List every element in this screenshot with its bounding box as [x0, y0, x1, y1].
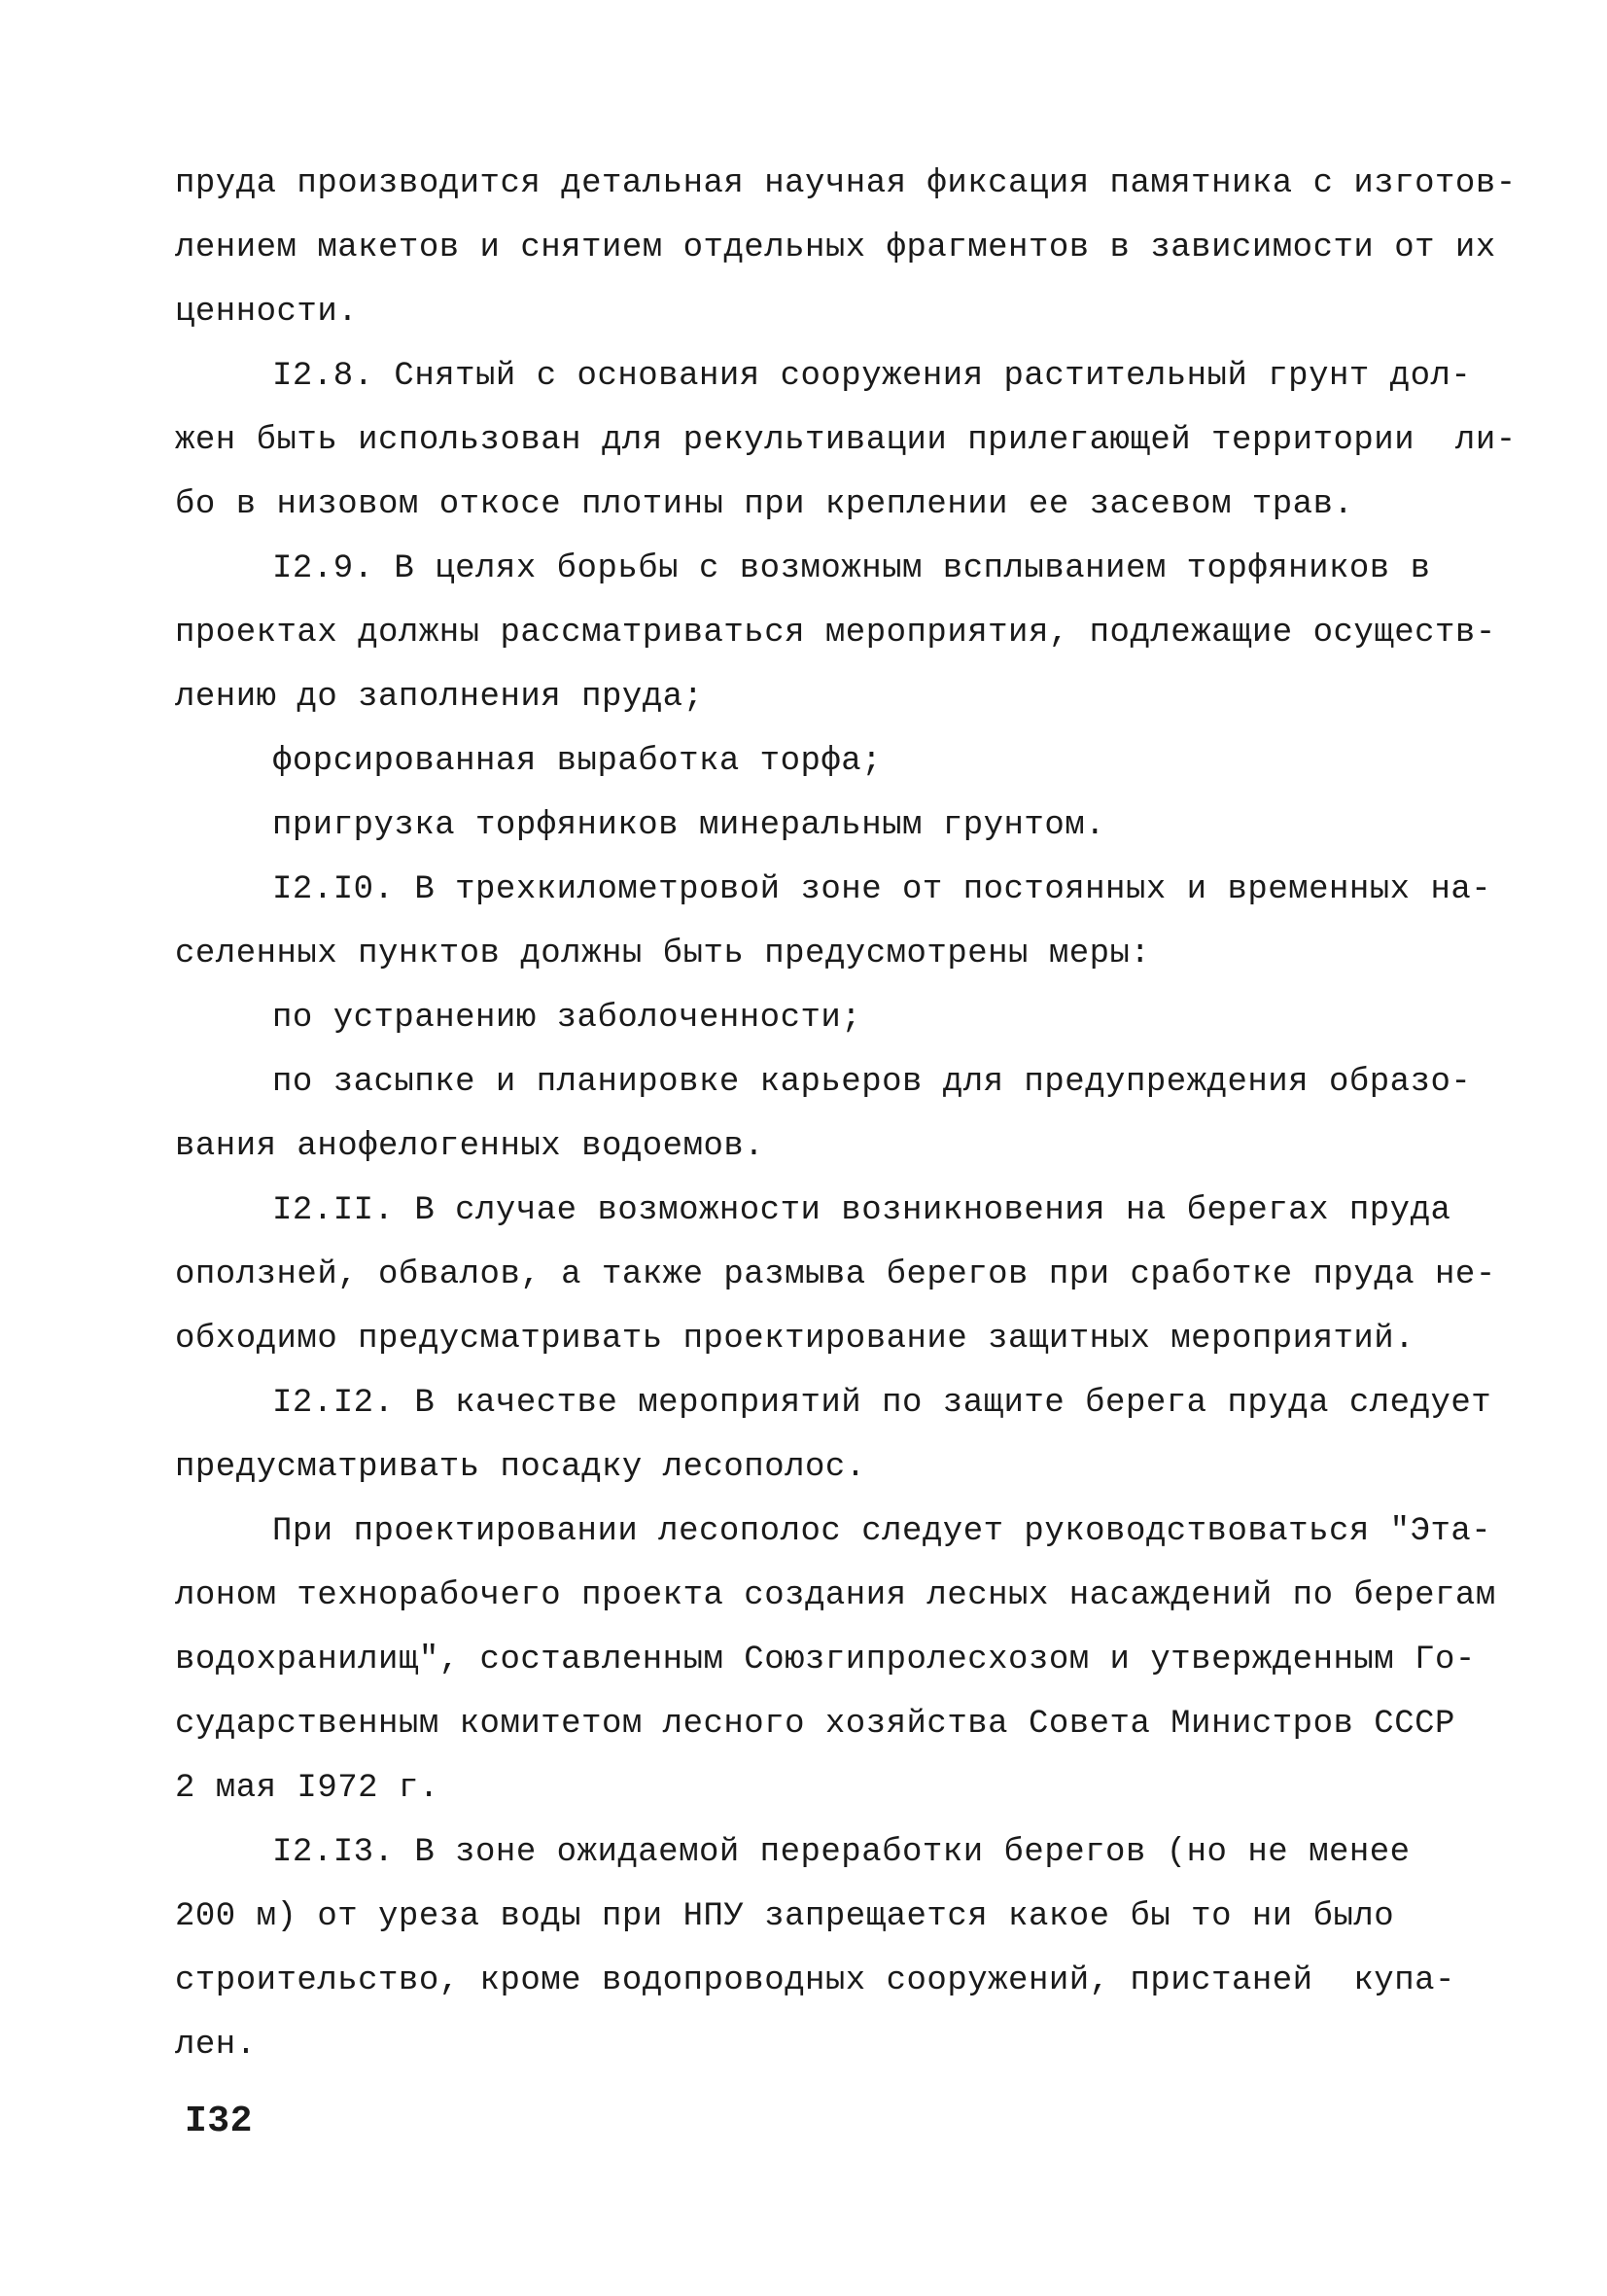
text-line: I2.II. В случае возможности возникновения на берегах пруда: [272, 1192, 1451, 1229]
page-number: I32: [185, 2101, 253, 2142]
text-line: I2.I2. В качестве мероприятий по защите берега пруда следует: [272, 1385, 1492, 1422]
text-line: предусматривать посадку лесополос.: [175, 1449, 866, 1486]
text-line: лен.: [175, 2027, 257, 2064]
text-line: форсированная выработка торфа;: [272, 743, 883, 780]
text-line: по засыпке и планировке карьеров для предупреждения образо-: [272, 1064, 1472, 1101]
text-line: селенных пунктов должны быть предусмотрены меры:: [175, 936, 1151, 972]
text-line: 200 м) от уреза воды при НПУ запрещается какое бы то ни было: [175, 1898, 1395, 1935]
text-line: сударственным комитетом лесного хозяйства Совета Министров СССР: [175, 1706, 1455, 1743]
text-line: проектах должны рассматриваться мероприятия, подлежащие осуществ-: [175, 615, 1496, 652]
text-line: I2.9. В целях борьбы с возможным всплыванием торфяников в: [272, 550, 1431, 587]
text-line: вания анофелогенных водоемов.: [175, 1128, 765, 1165]
text-line: по устранению заболоченности;: [272, 1000, 862, 1037]
text-line: 2 мая I972 г.: [175, 1770, 439, 1807]
text-line: лению до заполнения пруда;: [175, 679, 704, 716]
text-line: пруда производится детальная научная фиксация памятника с изготов-: [175, 165, 1517, 202]
text-line: оползней, обвалов, а также размыва берегов при сработке пруда не-: [175, 1256, 1496, 1293]
text-line: ценности.: [175, 294, 359, 331]
text-line: пригрузка торфяников минеральным грунтом.: [272, 807, 1106, 844]
text-line: I2.I3. В зоне ожидаемой переработки берегов (но не менее: [272, 1834, 1411, 1871]
text-line: I2.I0. В трехкилометровой зоне от постоянных и временных на-: [272, 871, 1492, 908]
text-line: бо в низовом откосе плотины при креплении ее засевом трав.: [175, 486, 1354, 523]
text-line: строительство, кроме водопроводных сооружений, пристаней купа-: [175, 1962, 1455, 1999]
text-line: I2.8. Снятый с основания сооружения растительный грунт дол-: [272, 358, 1472, 395]
text-line: лоном технорабочего проекта создания лесных насаждений по берегам: [175, 1577, 1496, 1614]
text-line: водохранилищ", составленным Союзгипролесхозом и утвержденным Го-: [175, 1642, 1476, 1678]
text-line: жен быть использован для рекультивации прилегающей территории ли-: [175, 422, 1517, 459]
text-line: При проектировании лесополос следует руководствоваться "Эта-: [272, 1513, 1492, 1550]
text-line: лением макетов и снятием отдельных фрагментов в зависимости от их: [175, 230, 1496, 266]
text-line: обходимо предусматривать проектирование защитных мероприятий.: [175, 1321, 1415, 1358]
